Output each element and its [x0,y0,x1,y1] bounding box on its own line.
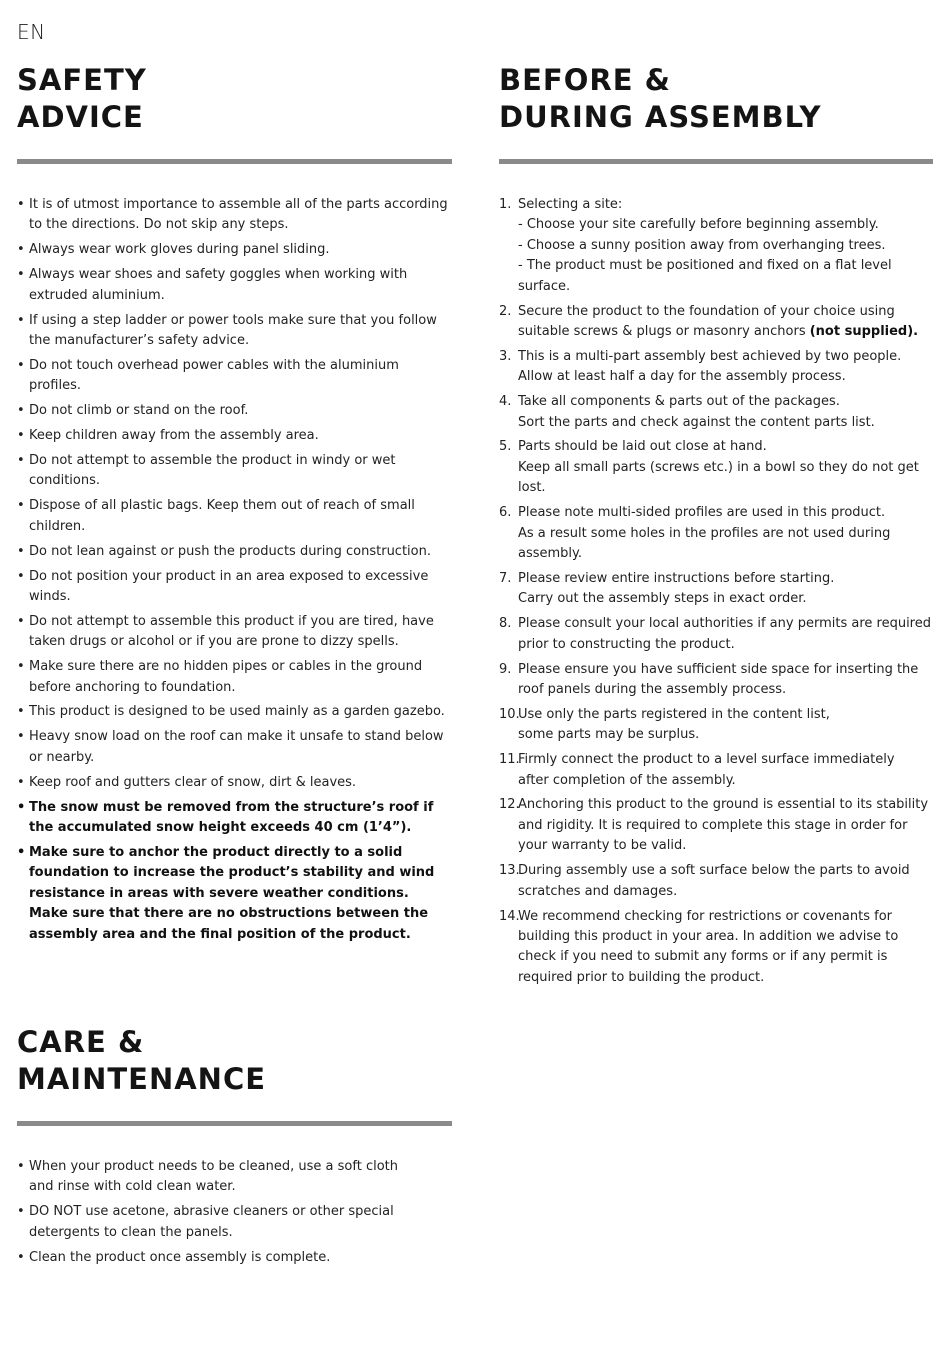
item-text: Firmly connect the product to a level surface immediately [518,752,895,768]
care-item: • DO NOT use acetone, abrasive cleaners or other special detergents to clean the panels. [17,1202,417,1243]
item-number: 7. [499,570,512,586]
assembly-title-line2: DURING ASSEMBLY [499,100,822,134]
assembly-item [499,705,933,746]
safety-item: • Always wear work gloves during panel sliding. [17,240,452,260]
item-number: 10. [499,706,520,722]
safety-item: • Do not attempt to assemble this product if you are tired, have taken drugs or alcohol or if you are prone to dizzy spells. [17,612,452,653]
item-subpoint: - Choose your site carefully before beginning assembly. [518,217,879,233]
item-text: Parts should be laid out close at hand. [518,439,767,455]
assembly-item [499,437,933,498]
item-number: 14. [499,908,520,924]
assembly-item [499,302,933,343]
safety-item: • Dispose of all plastic bags. Keep them out of reach of small children. [17,496,452,537]
assembly-item [499,660,933,701]
heading-divider [17,1121,452,1126]
safety-item: • Make sure there are no hidden pipes or cables in the ground before anchoring to foundation. [17,657,452,698]
item-number: 13. [499,863,520,879]
item-text: Allow at least half a day for the assembly process. [518,369,846,385]
item-number: 8. [499,616,512,632]
item-text-bold: (not supplied). [809,323,919,339]
item-text: Take all components & parts out of the packages. [518,394,840,410]
item-text: During assembly use a soft surface below the parts to avoid scratches and damages. [518,863,910,899]
assembly-item [499,795,933,856]
item-text: Please note multi-sided profiles are used in this product. [518,505,886,521]
safety-title-line1: SAFETY [17,63,147,97]
item-number: 12. [499,797,520,813]
item-text: Use only the parts registered in the content list, [518,706,830,722]
safety-item: • Keep children away from the assembly area. [17,426,452,446]
item-text: This is a multi-part assembly best achieved by two people. [518,348,902,364]
safety-advice-heading [17,62,452,136]
item-text: Secure the product to the foundation of your choice using suitable screws & plugs or masonry anchors [518,303,895,339]
item-text: Please review entire instructions before starting. [518,570,835,586]
safety-item-emphasis: • The snow must be removed from the structure’s roof if the accumulated snow height exceeds 40 cm (1’4”). [17,798,452,839]
item-text: Carry out the assembly steps in exact order. [518,591,807,607]
item-text: As a result some holes in the profiles are not used during assembly. [518,525,891,561]
safety-item: • Do not position your product in an area exposed to excessive winds. [17,567,452,608]
language-label: EN [17,20,46,44]
safety-title-line2: ADVICE [17,100,144,134]
item-number: 3. [499,348,512,364]
item-number: 5. [499,439,512,455]
safety-item: • If using a step ladder or power tools make sure that you follow the manufacturer’s safety advice. [17,311,452,352]
safety-advice-section [17,62,452,949]
safety-item: • Keep roof and gutters clear of snow, dirt & leaves. [17,773,452,793]
assembly-heading [499,62,933,136]
item-subpoint: - The product must be positioned and fixed on a flat level surface. [518,258,892,294]
assembly-title-line1: BEFORE & [499,63,671,97]
heading-divider [499,159,933,164]
safety-item: • Do not lean against or push the products during construction. [17,542,452,562]
item-text: Please ensure you have sufficient side space for inserting the roof panels during the assembly process. [518,661,919,697]
care-title-line2: MAINTENANCE [17,1062,267,1096]
item-text: Selecting a site: [518,197,623,212]
item-text: Keep all small parts (screws etc.) in a bowl so they do not get lost. [518,459,919,496]
heading-divider [17,159,452,164]
assembly-item [499,347,933,388]
item-number: 6. [499,505,512,521]
safety-item: • This product is designed to be used mainly as a garden gazebo. [17,702,452,722]
item-number: 11. [499,752,520,768]
item-number: 9. [499,661,512,677]
item-text: Sort the parts and check against the content parts list. [518,414,875,430]
assembly-item [499,392,933,433]
safety-item: • Always wear shoes and safety goggles when working with extruded aluminium. [17,265,452,306]
assembly-section [499,62,933,993]
care-heading [17,1024,452,1098]
safety-item: • It is of utmost importance to assemble all of the parts according to the directions. Do not skip any steps. [17,195,452,236]
item-text: Please consult your local authorities if any permits are required prior to constructing the product. [518,616,931,652]
assembly-item [499,907,933,989]
assembly-item [499,861,933,902]
item-text: some parts may be surplus. [518,727,700,743]
item-text: We recommend checking for restrictions or covenants for building this product in your area. In addition we advise to check if you need to submit any forms or if any permit is required prior to building the product. [518,908,899,985]
item-subpoint: - Choose a sunny position away from overhanging trees. [518,237,886,253]
item-number: 4. [499,394,512,410]
care-list [17,1157,452,1268]
assembly-list [499,195,933,988]
safety-list [17,195,452,945]
item-number: 1. [499,197,512,212]
item-text: Anchoring this product to the ground is essential to its stability and rigidity. It is required to complete this stage in order for your warranty to be valid. [518,797,929,854]
safety-item-emphasis: • Make sure to anchor the product directly to a solid foundation to increase the product’s stability and wind resistance in areas with severe weather conditions. Make sure that there are no obstructions between the assembly area and the final position of the product. [17,843,452,945]
safety-item: • Do not touch overhead power cables with the aluminium profiles. [17,356,452,397]
item-text: after completion of the assembly. [518,772,736,788]
assembly-item [499,614,933,655]
care-section [17,1024,452,1273]
safety-item: • Heavy snow load on the roof can make it unsafe to stand below or nearby. [17,727,452,768]
safety-item: • Do not climb or stand on the roof. [17,401,452,421]
safety-item: • Do not attempt to assemble the product in windy or wet conditions. [17,451,452,492]
assembly-item [499,503,933,564]
care-item: • Clean the product once assembly is complete. [17,1248,417,1268]
item-number: 2. [499,303,512,319]
care-title-line1: CARE & [17,1025,145,1059]
assembly-item [499,195,933,297]
care-item: • When your product needs to be cleaned, use a soft cloth and rinse with cold clean water. [17,1157,417,1198]
assembly-item [499,569,933,610]
assembly-item [499,750,933,791]
